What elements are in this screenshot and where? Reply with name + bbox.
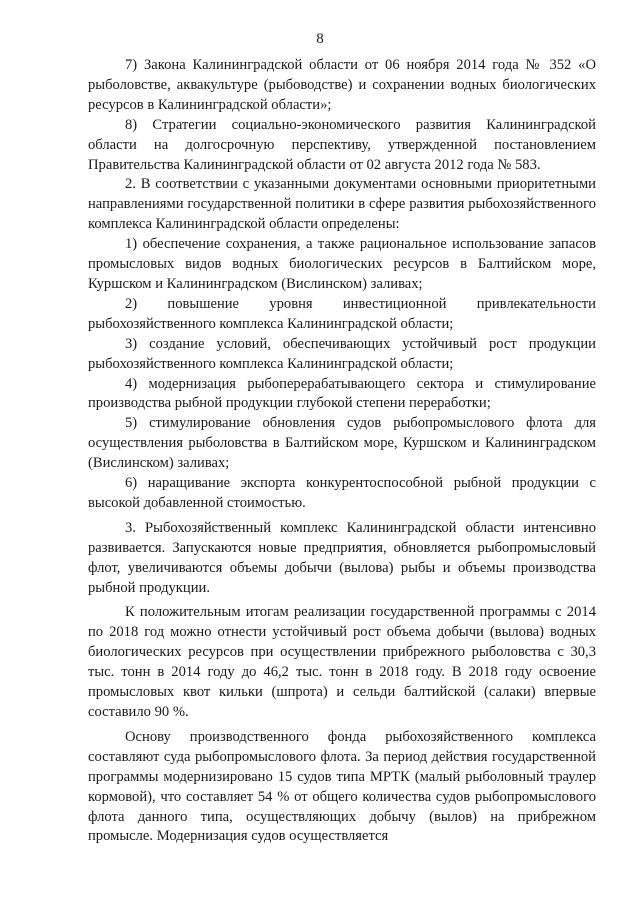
paragraph-section-2: 2. В соответствии с указанными документами основными приоритетными направлениями государственной политики в сфере развития рыбохозяйственного комплекса Калининградской области определены: [88,176,596,233]
paragraph-section-3: 3. Рыбохозяйственный комплекс Калининградской области интенсивно развивается. Запускаются новые предприятия, обновляется рыбопромысловый флот, увеличиваются объемы добычи (вылова) рыбы и объемы производства рыбной продукции. [88,519,596,596]
paragraph-direction-1: 1) обеспечение сохранения, а также рациональное использование запасов промысловых видов водных биологических ресурсов в Балтийском море, Куршском и Калининградском (Вислинском) заливах; [88,236,596,292]
paragraph-fleet: Основу производственного фонда рыбохозяйственного комплекса составляют суда рыбопромыслового флота. За период действия государственной программы модернизировано 15 судов типа МРТК (малый рыболовный траулер кормовой), что составляет 54 % от общего количества судов рыбопромыслового флота данного типа, осуществляющих добычу (вылов) на прибрежном промысле. Модернизация судов осуществляется [88,728,596,845]
paragraph-strategy-8: 8) Стратегии социально-экономического развития Калининградской области на долгосрочную перспективу, утвержденной постановлением Правительства Калининградской области от 02 августа 2012 года № 583. [88,116,596,173]
paragraph-results: К положительным итогам реализации государственной программы с 2014 по 2018 год можно отнести устойчивый рост объема добычи (вылова) водных биологических ресурсов при осуществлении прибрежного рыболовства с 30,3 тыс. тонн в 2014 году до 46,2 тыс. тонн в 2018 году. В 2018 году освоение промысловых квот кильки (шпрота) и сельди балтийской (салаки) впервые составило 90 %. [88,604,596,720]
document-body [88,56,596,847]
paragraph-direction-4: 4) модернизация рыбоперерабатывающего сектора и стимулирование производства рыбной продукции глубокой степени переработки; [88,375,596,412]
paragraph-direction-6: 6) наращивание экспорта конкурентоспособной рыбной продукции с высокой добавленной стоимостью. [88,475,596,511]
page-number: 8 [316,31,324,47]
paragraph-direction-3: 3) создание условий, обеспечивающих устойчивый рост продукции рыбохозяйственного комплекса Калининградской области; [88,335,596,372]
paragraph-direction-2: 2) повышение уровня инвестиционной привлекательности рыбохозяйственного комплекса Калининградской области; [88,295,596,332]
paragraph-direction-5: 5) стимулирование обновления судов рыбопромыслового флота для осуществления рыболовства в Балтийском море, Куршском и Калининградском (Вислинском) заливах; [88,415,596,472]
paragraph-law-7: 7) Закона Калининградской области от 06 ноября 2014 года № 352 «О рыболовстве, аквакультуре (рыбоводстве) и сохранении водных биологических ресурсов в Калининградской области»; [88,57,596,113]
